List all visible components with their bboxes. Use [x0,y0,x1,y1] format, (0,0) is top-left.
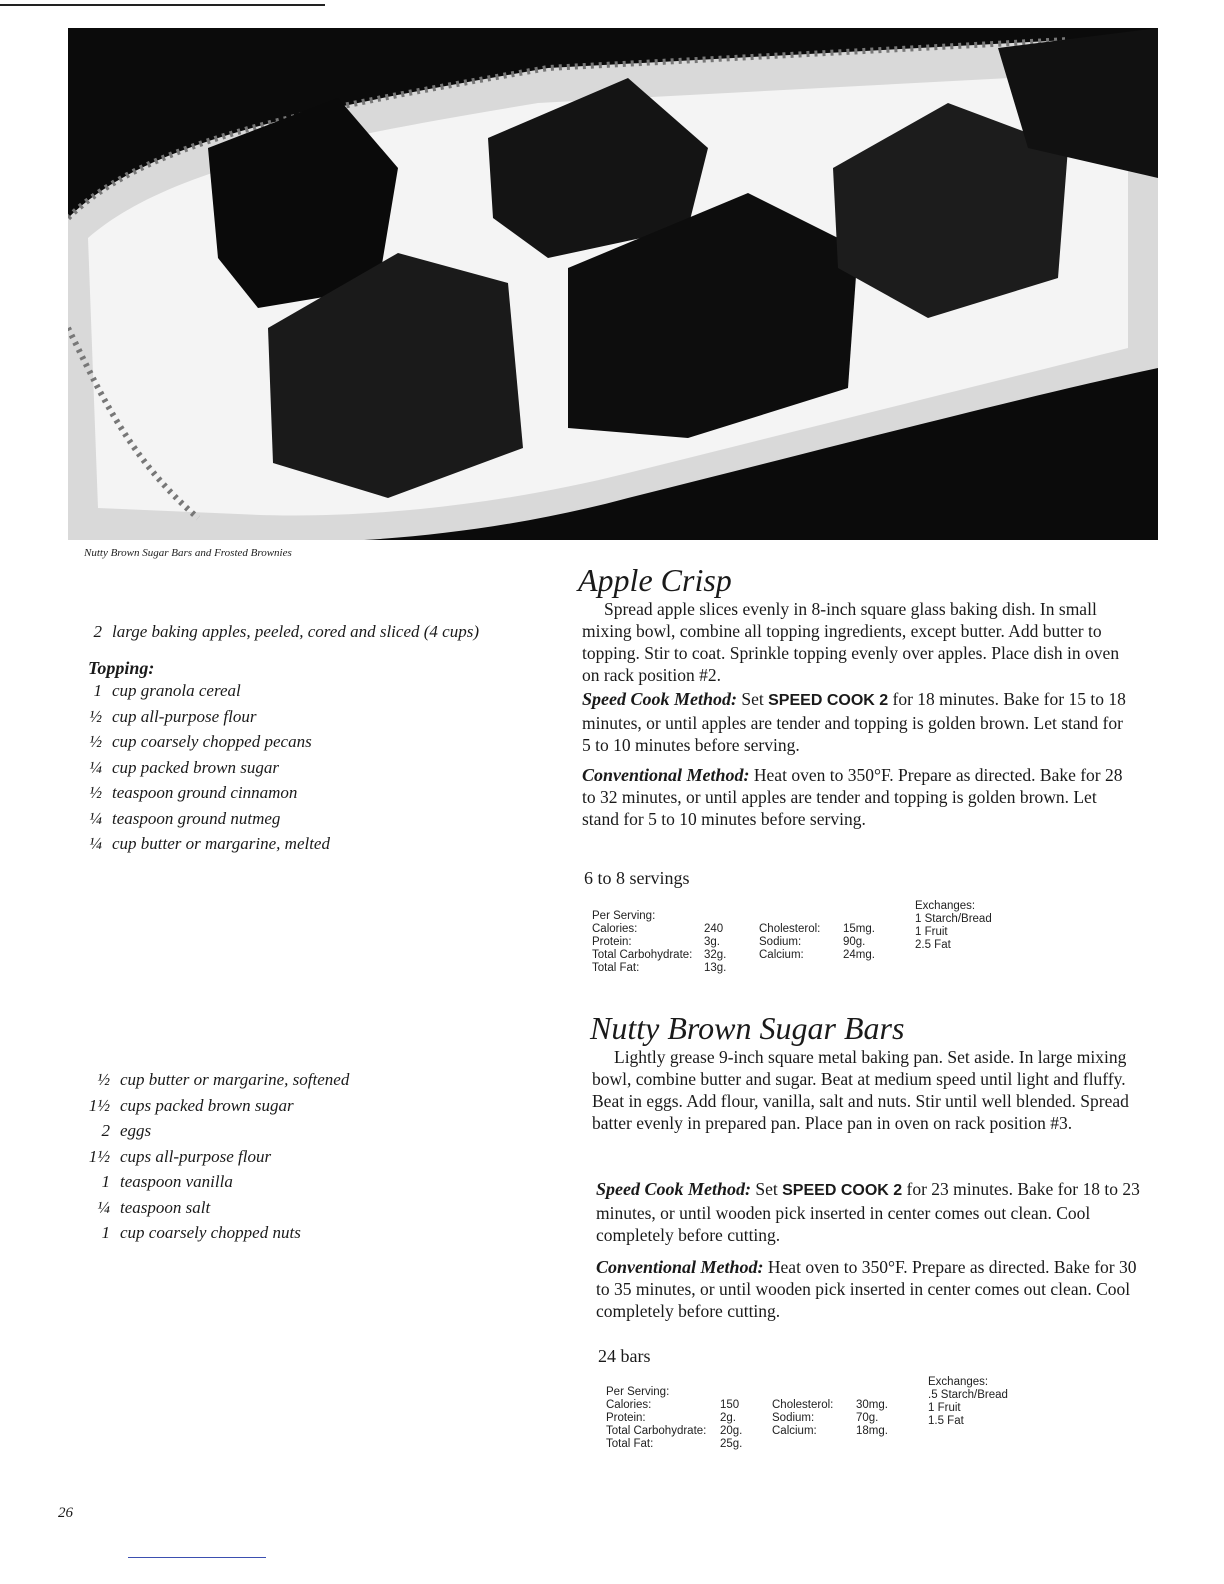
apple-crisp-nutrition: Per Serving: Calories: 240 Protein: 3g. Total Carbohydrate: 32g. Total Fat: 13g. Cholesterol: 15mg. Sodium: 90g. Calcium: 24mg. Exchanges: 1 Starch/Bread 1 Fruit 2.5 Fat [592,900,992,974]
brownies-photo [68,28,1158,540]
ingredient: ½ cup butter or margarine, softened [97,1070,350,1089]
apple-crisp-intro: Spread apple slices evenly in 8-inch square glass baking dish. In small mixing bowl, combine all topping ingredients, except butter. Add butter to topping. Stir to coat. Sprinkle topping evenly over apples. Place dish in oven on rack position #2. [582,599,1120,685]
apple-crisp-main-ingredients [68,622,479,648]
bottom-rule [128,1557,266,1558]
nutty-bars-yield: 24 bars [598,1346,651,1366]
ingredient: 1 cup coarsely chopped nuts [101,1223,301,1242]
ingredient: ¼ teaspoon ground nutmeg [89,808,281,828]
apple-crisp-topping-ingredients [68,681,330,860]
photo-caption: Nutty Brown Sugar Bars and Frosted Brownies [84,547,292,559]
speed-cook-label: Speed Cook Method: [582,689,737,709]
ingredient: ¼ teaspoon salt [97,1197,211,1217]
speed-cook-setting: SPEED COOK 2 [768,692,889,709]
ingredient: ½ teaspoon ground cinnamon [89,783,298,802]
ingredient: 1½ cups packed brown sugar [88,1095,294,1115]
ingredient: ½ cup coarsely chopped pecans [89,732,312,751]
nutty-bars-nutrition: Per Serving: Calories: 150 Protein: 2g. Total Carbohydrate: 20g. Total Fat: 25g. Cholesterol: 30mg. Sodium: 70g. Calcium: 18mg. Exchanges: .5 Starch/Bread 1 Fruit 1.5 Fat [606,1376,1008,1450]
ingredient: 1 cup granola cereal [93,681,241,700]
ingredient: ½ cup all-purpose flour [89,706,257,726]
ingredient: 2 large baking apples, peeled, cored and sliced (4 cups) [93,622,479,641]
topping-label: Topping: [88,658,155,678]
nutty-bars-title: Nutty Brown Sugar Bars [590,1010,905,1046]
ingredient: 1 teaspoon vanilla [101,1172,233,1191]
nutty-bars-ingredients [76,1070,349,1249]
apple-crisp-title: Apple Crisp [578,562,732,598]
nutty-bars-speed-cook: Speed Cook Method: Set SPEED COOK 2 for 23 minutes. Bake for 18 to 23 minutes, or until wooden pick inserted in center comes out clean. Cool completely before cutting. [596,1179,1140,1245]
speed-cook-label: Speed Cook Method: [596,1179,751,1199]
conventional-label: Conventional Method: [582,765,750,785]
ingredient: 2 eggs [101,1121,152,1140]
apple-crisp-speed-cook: Speed Cook Method: Set SPEED COOK 2 for 18 minutes. Bake for 15 to 18 minutes, or until apples are tender and topping is golden brown. Let stand for 5 to 10 minutes before serving. [582,689,1126,755]
apple-crisp-conventional: Conventional Method: Heat oven to 350°F. Prepare as directed. Bake for 28 to 32 minutes, or until apples are tender and topping is golden brown. Let stand for 5 to 10 minutes before serving. [582,765,1123,829]
top-rule [0,4,325,6]
ingredient: ¼ cup butter or margarine, melted [89,834,330,853]
ingredient: ¼ cup packed brown sugar [89,757,279,777]
apple-crisp-yield: 6 to 8 servings [584,868,690,888]
ingredient: 1½ cups all-purpose flour [88,1146,272,1166]
nutty-bars-conventional: Conventional Method: Heat oven to 350°F. Prepare as directed. Bake for 30 to 35 minutes, or until wooden pick inserted in center comes out clean. Cool completely before cutting. [596,1257,1137,1321]
page-number: 26 [58,1505,73,1521]
conventional-label: Conventional Method: [596,1257,764,1277]
nutty-bars-intro: Lightly grease 9-inch square metal baking pan. Set aside. In large mixing bowl, combine butter and sugar. Beat at medium speed until light and fluffy. Beat in eggs. Add flour, vanilla, salt and nuts. Stir until well blended. Spread batter evenly in prepared pan. Place pan in oven on rack position #3. [592,1047,1129,1133]
speed-cook-setting: SPEED COOK 2 [782,1182,903,1199]
